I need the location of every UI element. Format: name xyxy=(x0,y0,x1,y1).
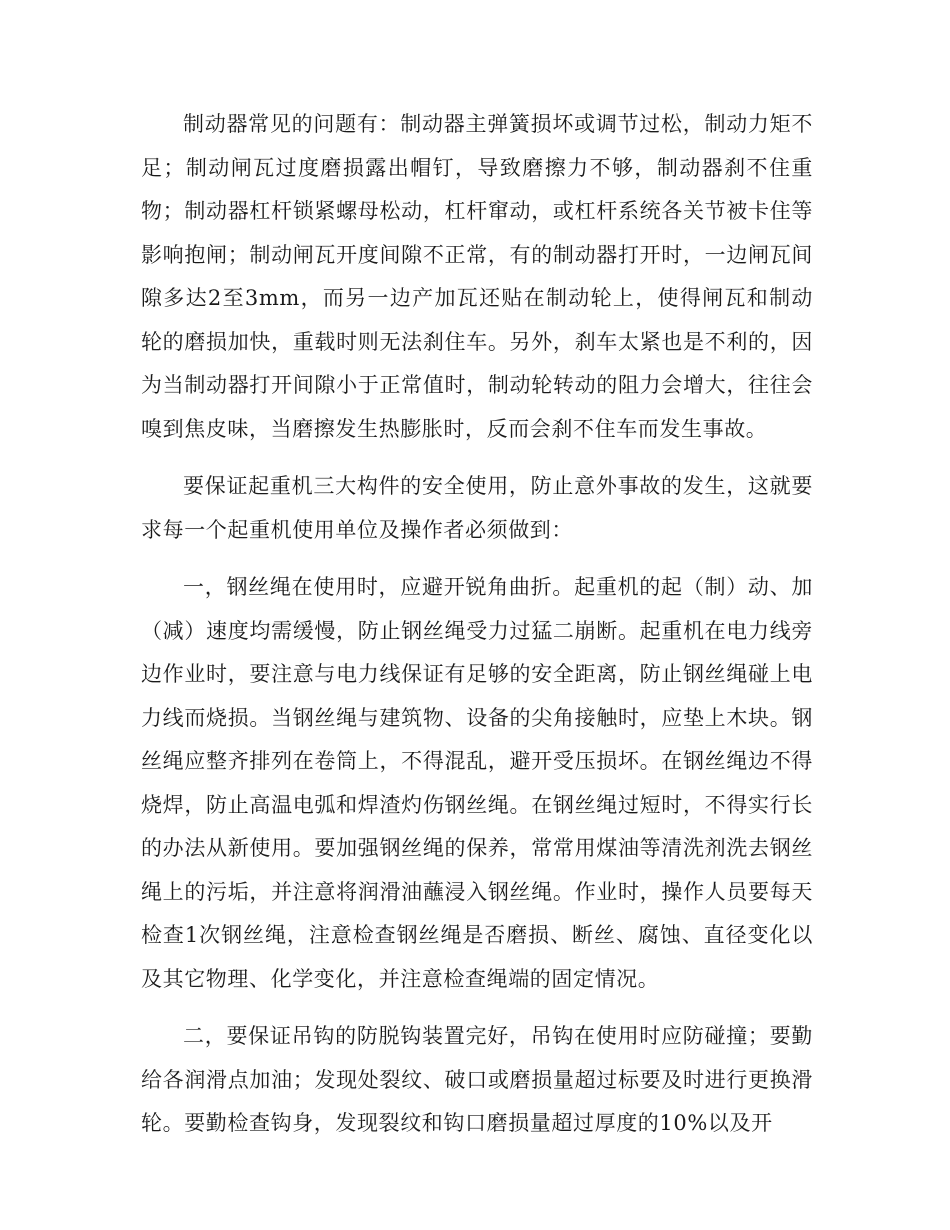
paragraph-hook: 二，要保证吊钩的防脱钩装置完好，吊钩在使用时应防碰撞；要勤给各润滑点加油；发现处裂纹、破口或磨损量超过标要及时进行更换滑轮。要勤检查钩身，发现裂纹和钩口磨损量超过厚度的10%以及开 xyxy=(141,1024,813,1135)
paragraph-wire-rope: 一，钢丝绳在使用时，应避开锐角曲折。起重机的起（制）动、加（减）速度均需缓慢，防止钢丝绳受力过猛二崩断。起重机在电力线旁边作业时，要注意与电力线保证有足够的安全距离，防止钢丝绳碰上电力线而烧损。当钢丝绳与建筑物、设备的尖角接触时，应垫上木块。钢丝绳应整齐排列在卷筒上，不得混乱，避开受压损坏。在钢丝绳边不得烧焊，防止高温电弧和焊渣灼伤钢丝绳。在钢丝绳过短时，不得实行长的办法从新使用。要加强钢丝绳的保养，常常用煤油等清洗剂洗去钢丝绳上的污垢，并注意将润滑油蘸浸入钢丝绳。作业时，操作人员要每天检查1次钢丝绳，注意检查钢丝绳是否磨损、断丝、腐蚀、直径变化以及其它物理、化学变化，并注意检查绳端的固定情况。 xyxy=(141,575,813,991)
paragraph-safety-requirements: 要保证起重机三大构件的安全使用，防止意外事故的发生，这就要求每一个起重机使用单位及操作者必须做到： xyxy=(141,474,813,542)
document-body xyxy=(141,103,813,1160)
paragraph-brake-problems: 制动器常见的问题有：制动器主弹簧损坏或调节过松，制动力矩不足；制动闸瓦过度磨损露出帽钉，导致磨擦力不够，制动器刹不住重物；制动器杠杆锁紧螺母松动，杠杆窜动，或杠杆系统各关节被卡住等影响抱闸；制动闸瓦开度间隙不正常，有的制动器打开时，一边闸瓦间隙多达2至3mm，而另一边产加瓦还贴在制动轮上，使得闸瓦和制动轮的磨损加快，重载时则无法刹住车。另外，刹车太紧也是不利的，因为当制动器打开间隙小于正常值时，制动轮转动的阻力会增大，往往会嗅到焦皮味，当磨擦发生热膨胀时，反而会刹不住车而发生事故。 xyxy=(141,112,813,441)
